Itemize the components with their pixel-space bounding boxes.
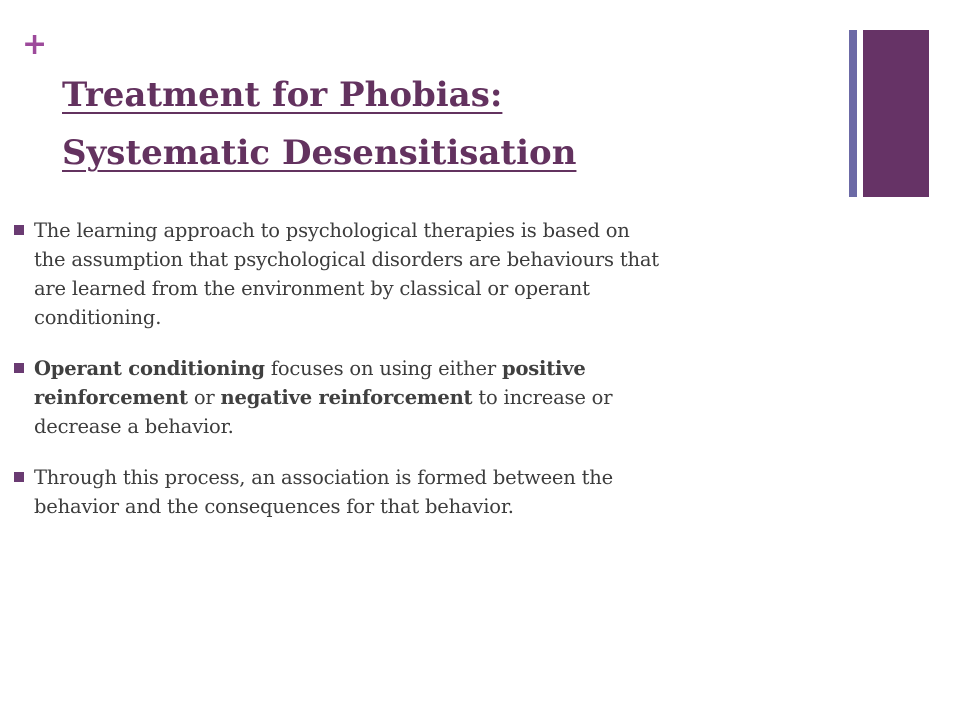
slide-title-line-2: Systematic Desensitisation <box>62 133 577 173</box>
term-reinforcement: reinforcement <box>34 386 188 409</box>
bullet-text-line: decrease a behavior. <box>34 415 234 438</box>
bullet-text-line: Through this process, an association is formed between the <box>34 466 613 489</box>
bullet-square-icon <box>14 472 24 482</box>
bullet-text-fragment: focuses on using either <box>264 357 503 380</box>
bullet-text-line: behavior and the consequences for that behavior. <box>34 495 514 518</box>
bullet-item-learning-approach <box>14 216 820 332</box>
bullet-text-fragment: or <box>187 386 221 409</box>
term-positive: positive <box>502 357 586 380</box>
term-negative-reinforcement: negative reinforcement <box>220 386 473 409</box>
bullet-text-line: are learned from the environment by classical or operant <box>34 277 590 300</box>
bullet-item-operant-conditioning <box>14 354 820 441</box>
plus-icon: + <box>22 27 48 62</box>
accent-bar-thick <box>863 30 929 197</box>
bullet-text-line <box>34 383 820 412</box>
bullet-text-line <box>34 354 820 383</box>
bullet-text-line: conditioning. <box>34 306 162 329</box>
term-operant-conditioning: Operant conditioning <box>34 357 265 380</box>
bullet-text-line: The learning approach to psychological therapies is based on <box>34 219 630 242</box>
bullet-text-fragment: to increase or <box>472 386 613 409</box>
bullet-text-line: the assumption that psychological disorders are behaviours that <box>34 248 659 271</box>
bullet-item-association <box>14 463 820 521</box>
accent-bar-thin <box>849 30 857 197</box>
bullet-list <box>14 216 820 543</box>
slide-title-line-1: Treatment for Phobias: <box>62 75 503 115</box>
bullet-square-icon <box>14 363 24 373</box>
slide-title <box>62 66 822 182</box>
bullet-square-icon <box>14 225 24 235</box>
